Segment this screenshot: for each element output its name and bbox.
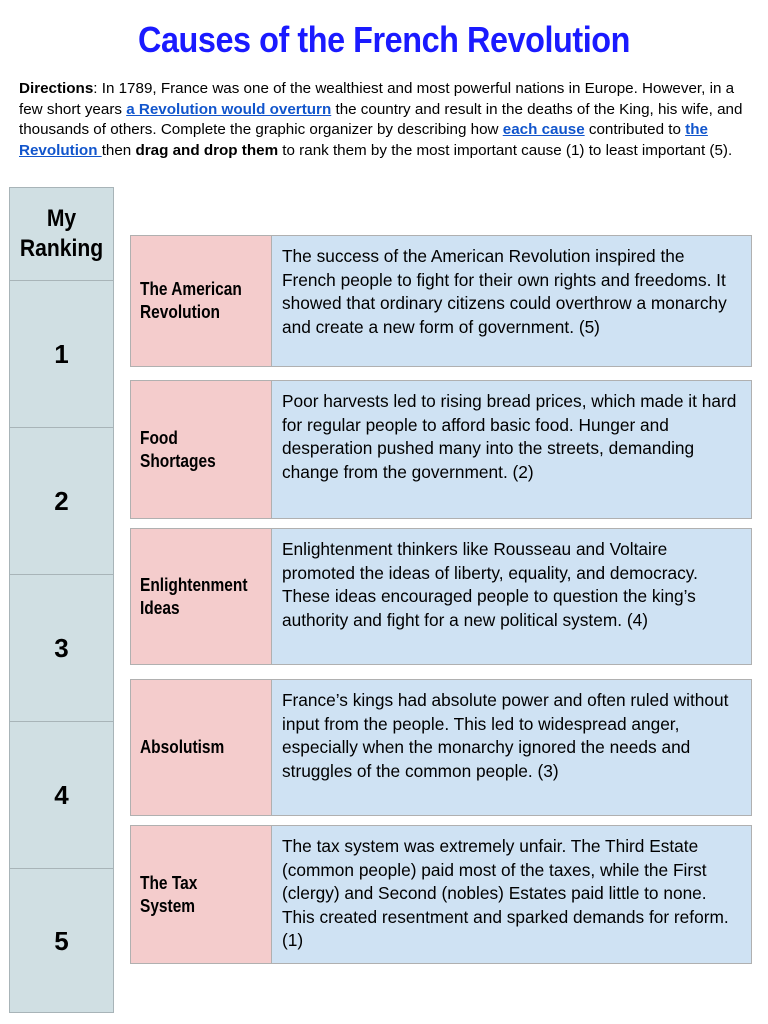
rank-slot-4: 4: [10, 721, 113, 868]
directions-text-5: to rank them by the most important cause (1) to least important (5).: [278, 141, 733, 159]
cause-description: The tax system was extremely unfair. The Third Estate (common people) paid most of the taxes, while the First (clergy) and Second (nobles) Estates paid little to none. This created resentment and sparked demands for reform. (1): [272, 826, 751, 963]
cause-card-tax-system[interactable]: [130, 825, 752, 964]
my-ranking-header: My Ranking: [19, 205, 104, 262]
the-revolution-link[interactable]: the Revolution: [19, 121, 708, 159]
cause-label: [131, 381, 272, 518]
directions-text-4: then: [101, 141, 136, 159]
cause-description: France’s kings had absolute power and often ruled without input from the people. This led to widespread anger, especially when the monarchy ignored the needs and struggles of the common people. (3): [272, 680, 751, 815]
cause-label: [131, 680, 272, 815]
each-cause-link[interactable]: each cause: [502, 121, 585, 139]
cause-label-text: The American Revolution: [140, 279, 242, 322]
cause-label-text: Absolutism: [140, 737, 225, 757]
my-ranking-column: [9, 187, 114, 1013]
directions-text-1: : In 1789, France was one of the wealthiest and most powerful nations in Europe. However, in a few short years: [19, 80, 735, 118]
cause-label-text: Food Shortages: [140, 427, 216, 471]
cause-description: The success of the American Revolution inspired the French people to fight for their own rights and freedoms. It showed that ordinary citizens could overthrow a monarchy and create a new form of government. (5): [272, 236, 751, 366]
cause-card-enlightenment-ideas[interactable]: [130, 528, 752, 665]
cause-card-food-shortages[interactable]: [130, 380, 752, 519]
directions-label: Directions: [19, 80, 94, 97]
cause-card-absolutism[interactable]: [130, 679, 752, 816]
rank-slot-5: 5: [10, 868, 113, 1013]
revolution-overturn-link[interactable]: a Revolution would overturn: [126, 100, 332, 118]
drag-and-drop-instruction: drag and drop them: [135, 141, 279, 159]
cause-label: [131, 236, 272, 366]
cause-label-text: Enlightenment Ideas: [140, 574, 248, 618]
cause-label: [131, 529, 272, 664]
cause-description: Enlightenment thinkers like Rousseau and Voltaire promoted the ideas of liberty, equality, and democracy. These ideas encouraged people to question the king’s authority and fight for a new political system. (4): [272, 529, 751, 664]
directions-text-2: the country and result in the deaths of the King, his wife, and thousands of others. Complete the graphic organizer by describing how: [19, 100, 743, 139]
cause-description: Poor harvests led to rising bread prices, which made it hard for regular people to afford basic food. Hunger and desperation pushed many into the streets, demanding change from the government. (2): [272, 381, 751, 518]
directions-paragraph: [19, 79, 754, 161]
directions-text-3: contributed to: [584, 121, 686, 139]
cause-label-text: The Tax System: [140, 872, 198, 916]
rank-slot-2: 2: [10, 427, 113, 574]
cause-label: [131, 826, 272, 963]
rank-slot-3: 3: [10, 574, 113, 721]
page-title: Causes of the French Revolution: [138, 19, 630, 60]
rank-slot-1: 1: [10, 280, 113, 427]
cause-card-american-revolution[interactable]: [130, 235, 752, 367]
